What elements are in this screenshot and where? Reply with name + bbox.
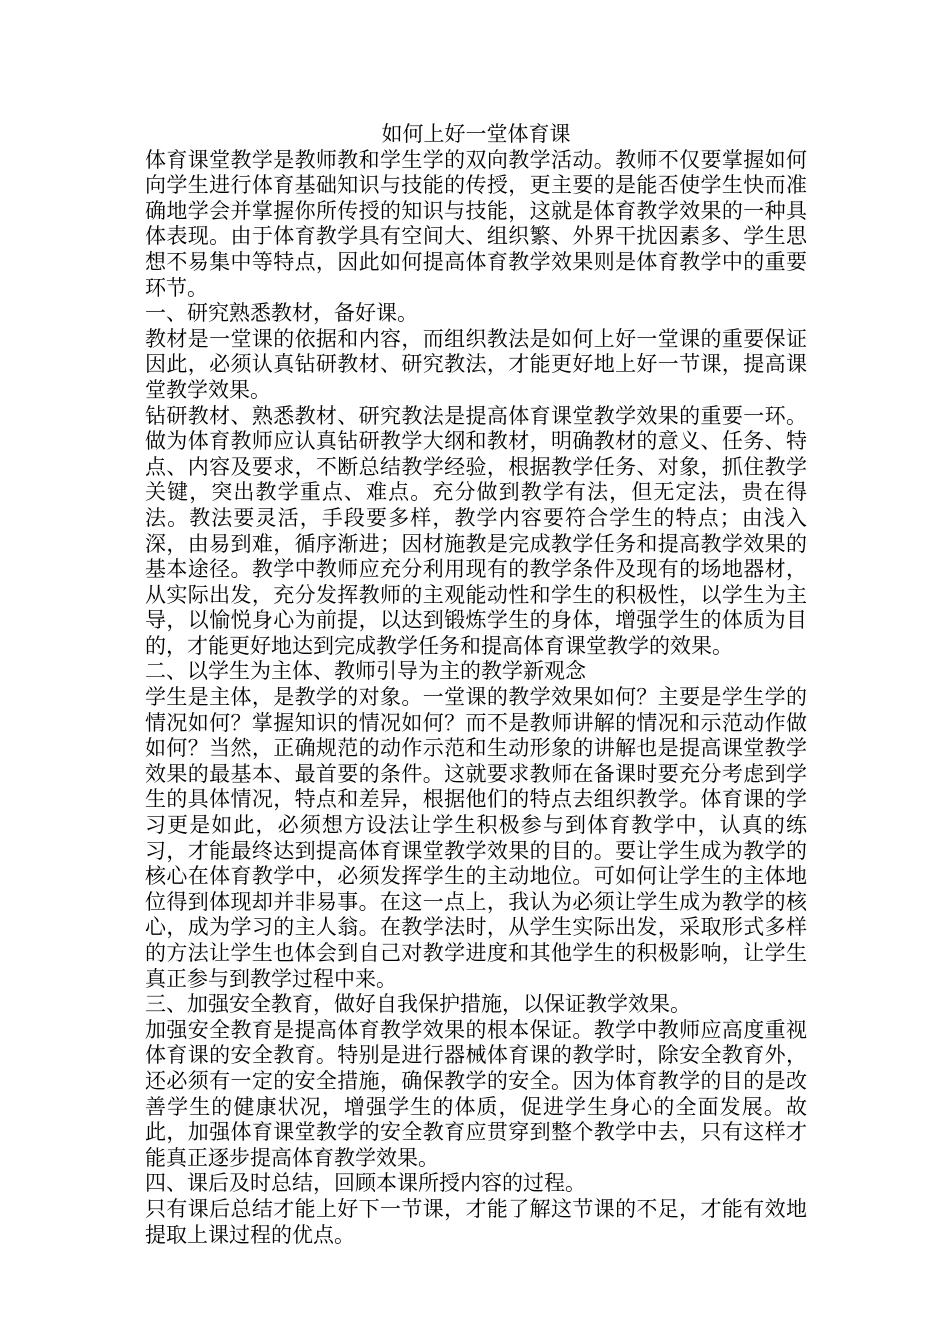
section-heading: 三、加强安全教育，做好自我保护措施，以保证教学效果。 — [145, 992, 691, 1017]
section-paragraph: 加强安全教育是提高体育教学效果的根本保证。教学中教师应高度重视体育课的安全教育。特别是进行器械体育课的教学时，除安全教育外，还必须有一定的安全措施，确保教学的安全。因为体育教学的目的是改善学生的健康状况，增强学生的体质，促进学生身心的全面发展。故此，加强体育课堂教学的安全教育应贯穿到整个教学中去，只有这样才能真正逐步提高体育教学效果。 — [145, 1017, 807, 1170]
document-page — [145, 122, 807, 1248]
intro-paragraph: 体育课堂教学是教师教和学生学的双向教学活动。教师不仅要掌握如何向学生进行体育基础知识与技能的传授，更主要的是能否使学生快而准确地学会并掌握你所传授的知识与技能，这就是体育教学效果的一种具体表现。由于体育教学具有空间大、组织繁、外界干扰因素多、学生思想不易集中等特点，因此如何提高体育教学效果则是体育教学中的重要环节。 — [145, 147, 807, 300]
section-3 — [145, 992, 807, 1171]
section-paragraph: 学生是主体，是教学的对象。一堂课的教学效果如何？主要是学生学的情况如何？掌握知识的情况如何？而不是教师讲解的情况和示范动作做如何？当然，正确规范的动作示范和生动形象的讲解也是提高课堂教学效果的最基本、最首要的条件。这就要求教师在备课时要充分考虑到学生的具体情况，特点和差异，根据他们的特点去组织教学。体育课的学习更是如此，必须想方设法让学生积极参与到体育教学中，认真的练习，才能最终达到提高体育课堂教学效果的目的。要让学生成为教学的核心在体育教学中，必须发挥学生的主动地位。可如何让学生的主体地位得到体现却并非易事。在这一点上，我认为必须让学生成为教学的核心，成为学习的主人翁。在教学法时，从学生实际出发，采取形式多样的方法让学生也体会到自己对教学进度和其他学生的积极影响，让学生真正参与到教学过程中来。 — [145, 685, 807, 991]
section-paragraph: 只有课后总结才能上好下一节课，才能了解这节课的不足，才能有效地提取上课过程的优点。 — [145, 1196, 807, 1247]
document-title: 如何上好一堂体育课 — [381, 122, 571, 146]
section-heading: 一、研究熟悉教材，备好课。 — [145, 301, 418, 326]
section-4 — [145, 1171, 807, 1248]
section-1 — [145, 301, 807, 659]
section-paragraph: 钻研教材、熟悉教材、研究教法是提高体育课堂教学效果的重要一环。做为体育教师应认真钻研教学大纲和教材，明确教材的意义、任务、特点、内容及要求，不断总结教学经验，根据教学任务、对象，抓住教学关键，突出教学重点、难点。充分做到教学有法，但无定法，贵在得法。教法要灵活，手段要多样，教学内容要符合学生的特点；由浅入深，由易到难，循序渐进；因材施教是完成教学任务和提高教学效果的基本途径。教学中教师应充分利用现有的教学条件及现有的场地器材，从实际出发，充分发挥教师的主观能动性和学生的积极性，以学生为主导，以愉悦身心为前提，以达到锻炼学生的身体，增强学生的体质为目的，才能更好地达到完成教学任务和提高体育课堂教学的效果。 — [145, 403, 807, 658]
section-heading: 四、课后及时总结，回顾本课所授内容的过程。 — [145, 1171, 586, 1196]
section-2 — [145, 659, 807, 992]
section-paragraph: 教材是一堂课的依据和内容，而组织教法是如何上好一堂课的重要保证因此，必须认真钻研教材、研究教法，才能更好地上好一节课，提高课堂教学效果。 — [145, 326, 807, 402]
section-heading: 二、以学生为主体、教师引导为主的教学新观念 — [145, 659, 586, 684]
